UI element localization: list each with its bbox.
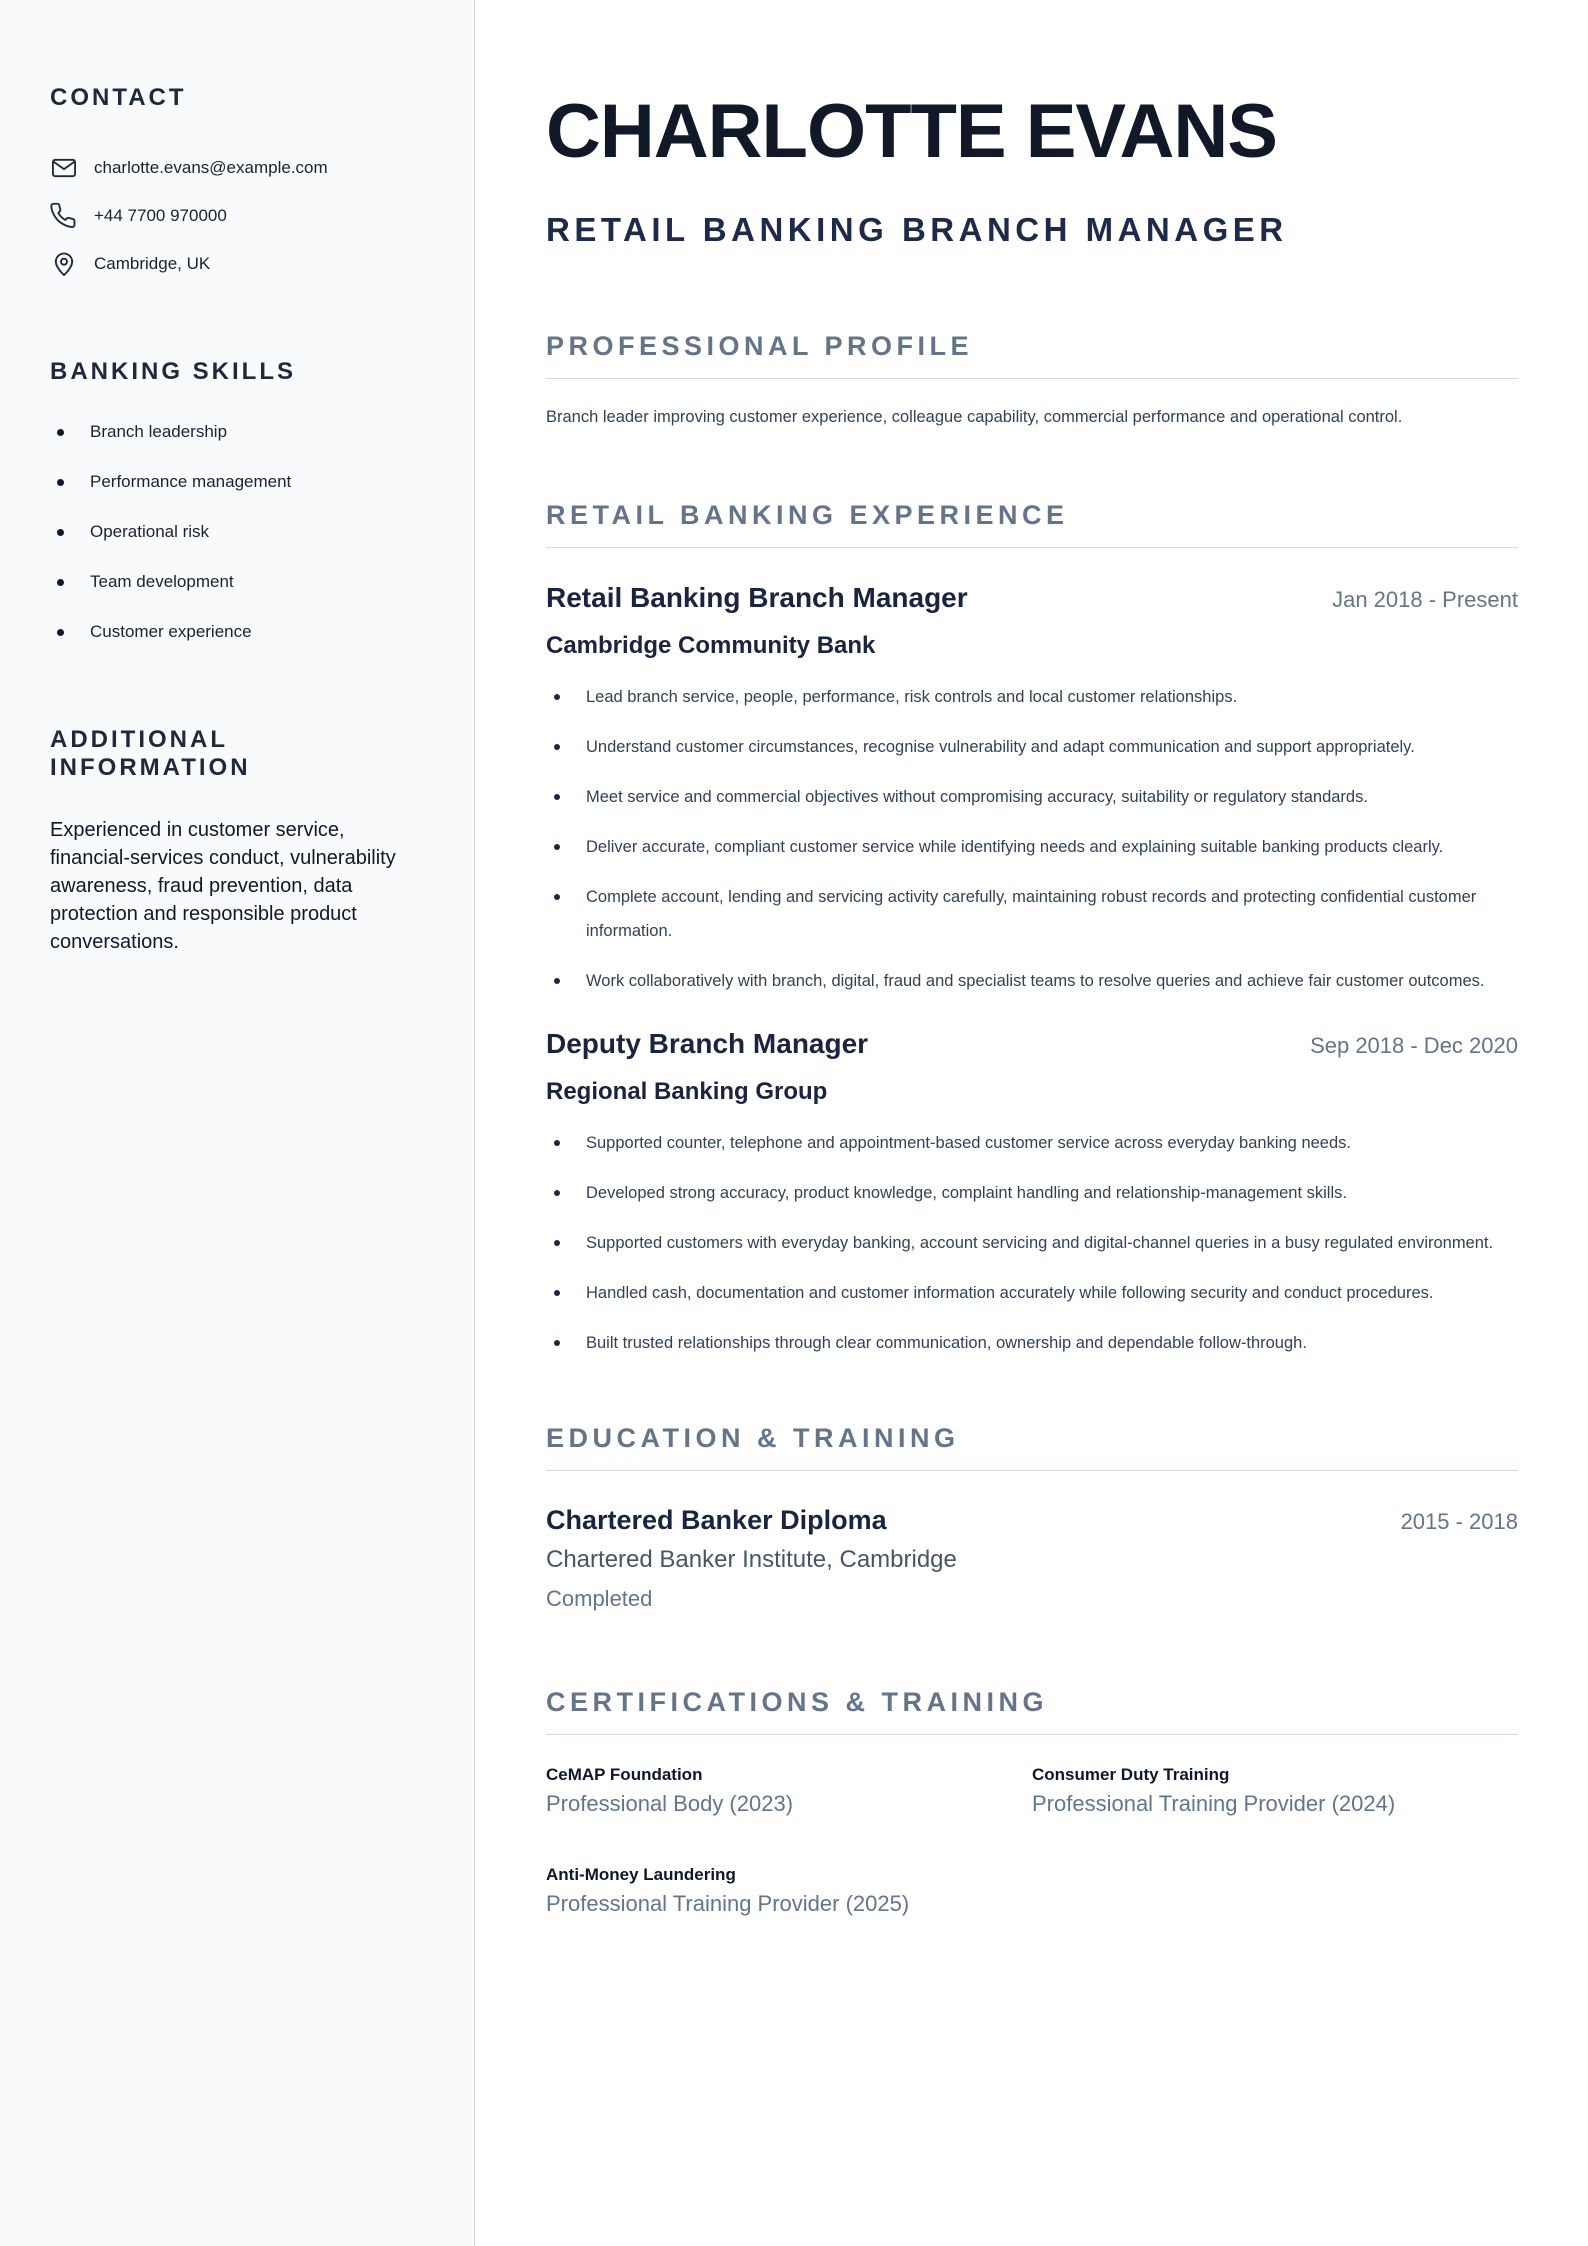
skill-item: Operational risk [50,520,424,570]
certification-name: Anti-Money Laundering [546,1865,736,1884]
profile-text: Branch leader improving customer experience, colleague capability, commercial performance and operational control. [546,408,1403,426]
education-heading: EDUCATION & TRAINING [546,1422,1518,1471]
job-bullet: Supported customers with everyday banking, account servicing and digital-channel queries in a busy regulated environment. [546,1226,1518,1260]
job-bullet: Deliver accurate, compliant customer service while identifying needs and explaining suitable banking products clearly. [546,830,1518,864]
job-dates: Jan 2018 - Present [1332,587,1518,612]
education-dates: 2015 - 2018 [1400,1509,1518,1534]
job-bullet: Handled cash, documentation and customer information accurately while following security and conduct procedures. [546,1276,1518,1310]
certification-provider: Professional Body (2023) [546,1791,794,1816]
candidate-role: RETAIL BANKING BRANCH MANAGER [546,211,1288,248]
experience-section [546,499,1518,1360]
contact-email [50,144,424,192]
job-bullet: Meet service and commercial objectives without compromising accuracy, suitability or regulatory standards. [546,780,1518,814]
certification-item [546,1765,1032,1817]
location-text: Cambridge, UK [94,254,211,273]
skills-heading: BANKING SKILLS [50,358,296,385]
job-company: Cambridge Community Bank [546,632,876,659]
job-bullet: Built trusted relationships through clear communication, ownership and dependable follow-through. [546,1326,1518,1360]
certification-provider: Professional Training Provider (2025) [546,1891,910,1916]
job-bullet: Supported counter, telephone and appointment-based customer service across everyday banking needs. [546,1126,1518,1160]
job-bullets [546,1126,1518,1360]
contact-location [50,240,424,288]
certifications-section [546,1686,1518,1917]
profile-section [546,330,1518,429]
additional-info-heading: ADDITIONAL INFORMATION [50,726,251,781]
envelope-icon [50,154,78,182]
job-title: Retail Banking Branch Manager [546,582,968,613]
education-degree: Chartered Banker Diploma [546,1505,887,1535]
education-status: Completed [546,1586,653,1611]
education-school: Chartered Banker Institute, Cambridge [546,1546,957,1573]
candidate-name: CHARLOTTE EVANS [546,89,1277,174]
main-content [475,0,1588,2246]
phone-text[interactable]: +44 7700 970000 [94,206,227,225]
job-dates: Sep 2018 - Dec 2020 [1310,1033,1518,1058]
phone-icon [50,202,78,230]
job-bullet: Complete account, lending and servicing activity carefully, maintaining robust records and protecting confidential customer information. [546,880,1518,948]
certification-provider: Professional Training Provider (2024) [1032,1791,1396,1816]
job-header [546,1028,1518,1060]
job-header [546,582,1518,614]
profile-heading: PROFESSIONAL PROFILE [546,330,1518,379]
education-section [546,1422,1518,1612]
skill-item: Team development [50,570,424,620]
skill-item: Branch leadership [50,420,424,470]
certification-item [1032,1765,1518,1817]
job-title: Deputy Branch Manager [546,1028,869,1059]
education-header [546,1505,1518,1536]
job-bullet: Understand customer circumstances, recognise vulnerability and adapt communication and support appropriately. [546,730,1518,764]
certification-name: Consumer Duty Training [1032,1765,1230,1784]
certifications-grid [546,1765,1518,1917]
map-pin-icon [50,250,78,278]
skills-list [50,420,424,670]
experience-heading: RETAIL BANKING EXPERIENCE [546,499,1518,548]
additional-info-text: Experienced in customer service, financial-services conduct, vulnerability awareness, fraud prevention, data protection and responsible product conversations. [50,819,396,953]
certification-item [546,1865,1032,1917]
job-bullet: Work collaboratively with branch, digital, fraud and specialist teams to resolve queries and achieve fair customer outcomes. [546,964,1518,998]
contact-heading: CONTACT [50,84,187,111]
job-bullet: Developed strong accuracy, product knowledge, complaint handling and relationship-management skills. [546,1176,1518,1210]
skill-item: Customer experience [50,620,424,670]
sidebar [0,0,475,2246]
job-bullet: Lead branch service, people, performance, risk controls and local customer relationships. [546,680,1518,714]
skill-item: Performance management [50,470,424,520]
job-entry [546,1028,1518,1360]
job-bullets [546,680,1518,998]
job-company: Regional Banking Group [546,1078,828,1105]
certification-name: CeMAP Foundation [546,1765,703,1784]
contact-list [50,144,424,288]
contact-phone [50,192,424,240]
education-entry [546,1505,1518,1612]
email-text[interactable]: charlotte.evans@example.com [94,158,328,177]
certifications-heading: CERTIFICATIONS & TRAINING [546,1686,1518,1735]
job-entry [546,582,1518,998]
